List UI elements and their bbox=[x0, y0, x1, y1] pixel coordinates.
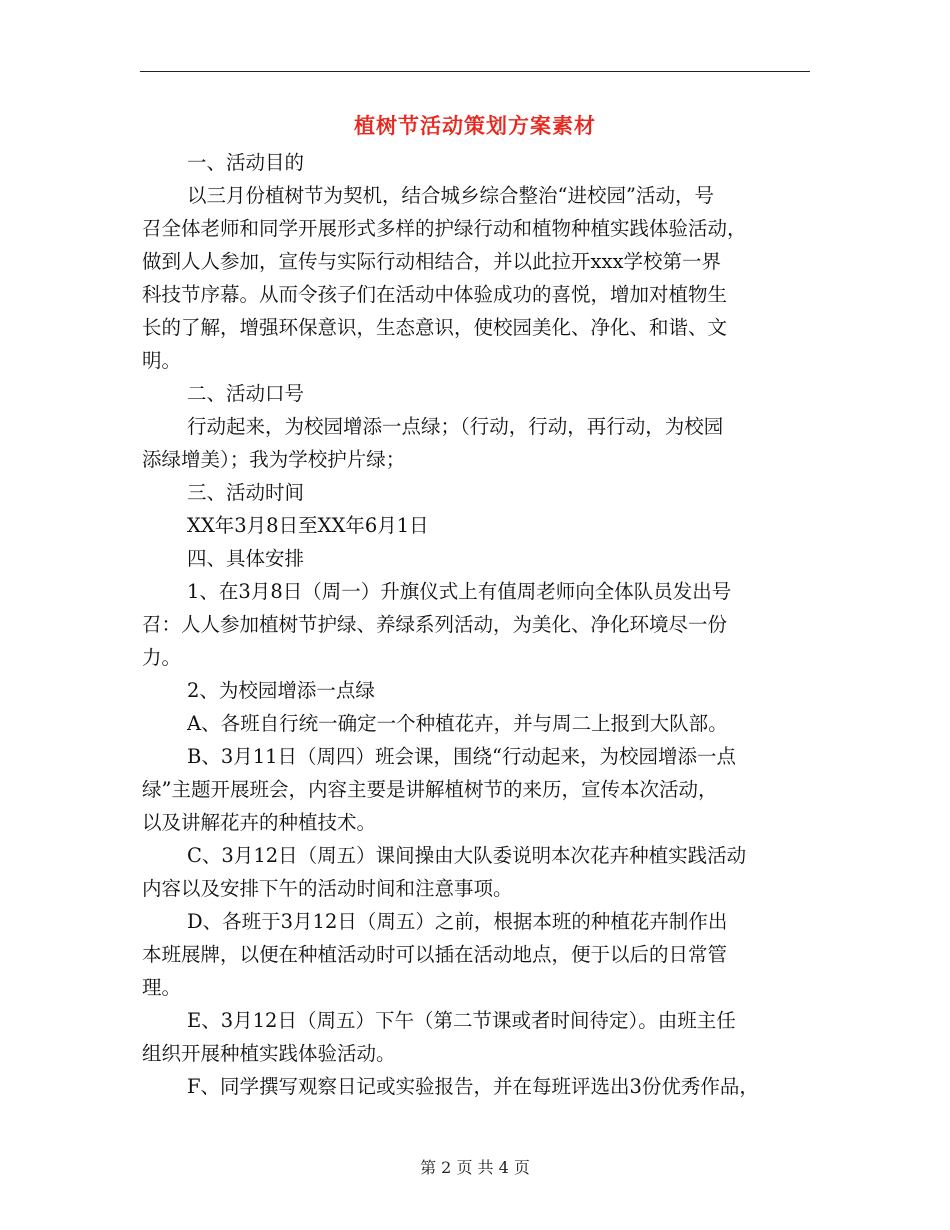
paragraph-line: 以三月份植树节为契机，结合城乡综合整治“进校园”活动，号 bbox=[187, 184, 714, 207]
paragraph-line: 2、为校园增添一点绿 bbox=[187, 679, 375, 702]
paragraph-line: E、3月12日（周五）下午（第二节课或者时间待定）。由班主任 bbox=[187, 1009, 736, 1032]
paragraph-line: A、各班自行统一确定一个种植花卉，并与周二上报到大队部。 bbox=[187, 712, 728, 735]
page-footer: 第 2 页 共 4 页 bbox=[420, 1158, 530, 1177]
paragraph-line: 长的了解，增强环保意识，生态意识，使校园美化、净化、和谐、文 bbox=[142, 316, 728, 339]
paragraph-line: F、同学撰写观察日记或实验报告，并在每班评选出3份优秀作品， bbox=[187, 1075, 759, 1098]
paragraph-line: 四、具体安排 bbox=[187, 547, 305, 570]
paragraph-line: 1、在3月8日（周一）升旗仪式上有值周老师向全体队员发出号 bbox=[187, 580, 732, 603]
paragraph-line: XX年3月8日至XX年6月1日 bbox=[187, 514, 429, 537]
paragraph-line: 二、活动口号 bbox=[187, 382, 305, 405]
paragraph-line: D、各班于3月12日（周五）之前，根据本班的种植花卉制作出 bbox=[187, 910, 728, 933]
paragraph-line: 本班展牌，以便在种植活动时可以插在活动地点，便于以后的日常管 bbox=[142, 943, 728, 966]
paragraph-line: 三、活动时间 bbox=[187, 481, 305, 504]
paragraph-line: 明。 bbox=[142, 349, 182, 372]
paragraph-line: 绿”主题开展班会，内容主要是讲解植树节的来历，宣传本次活动， bbox=[142, 778, 718, 801]
paragraph-line: 科技节序幕。从而令孩子们在活动中体验成功的喜悦，增加对植物生 bbox=[142, 283, 728, 306]
paragraph-line: 以及讲解花卉的种植技术。 bbox=[142, 811, 377, 834]
paragraph-line: 理。 bbox=[142, 976, 182, 999]
paragraph-line: 召：人人参加植树节护绿、养绿系列活动，为美化、净化环境尽一份 bbox=[142, 613, 728, 636]
paragraph-line: C、3月12日（周五）课间操由大队委说明本次花卉种植实践活动 bbox=[187, 844, 747, 867]
paragraph-line: 内容以及安排下午的活动时间和注意事项。 bbox=[142, 877, 513, 900]
document-title: 植树节活动策划方案素材 bbox=[354, 113, 596, 138]
paragraph-line: 力。 bbox=[142, 646, 182, 669]
paragraph-line: B、3月11日（周四）班会课，围绕“行动起来，为校园增添一点 bbox=[187, 745, 737, 768]
paragraph-line: 添绿增美）；我为学校护片绿； bbox=[142, 448, 406, 471]
paragraph-line: 做到人人参加，宣传与实际行动相结合，并以此拉开xxx学校第一界 bbox=[142, 250, 721, 273]
header-rule bbox=[140, 71, 810, 72]
paragraph-line: 召全体老师和同学开展形式多样的护绿行动和植物种植实践体验活动， bbox=[142, 217, 747, 240]
paragraph-line: 行动起来，为校园增添一点绿；（行动，行动，再行动，为校园 bbox=[187, 415, 724, 438]
paragraph-line: 组织开展种植实践体验活动。 bbox=[142, 1042, 396, 1065]
paragraph-line: 一、活动目的 bbox=[187, 151, 305, 174]
